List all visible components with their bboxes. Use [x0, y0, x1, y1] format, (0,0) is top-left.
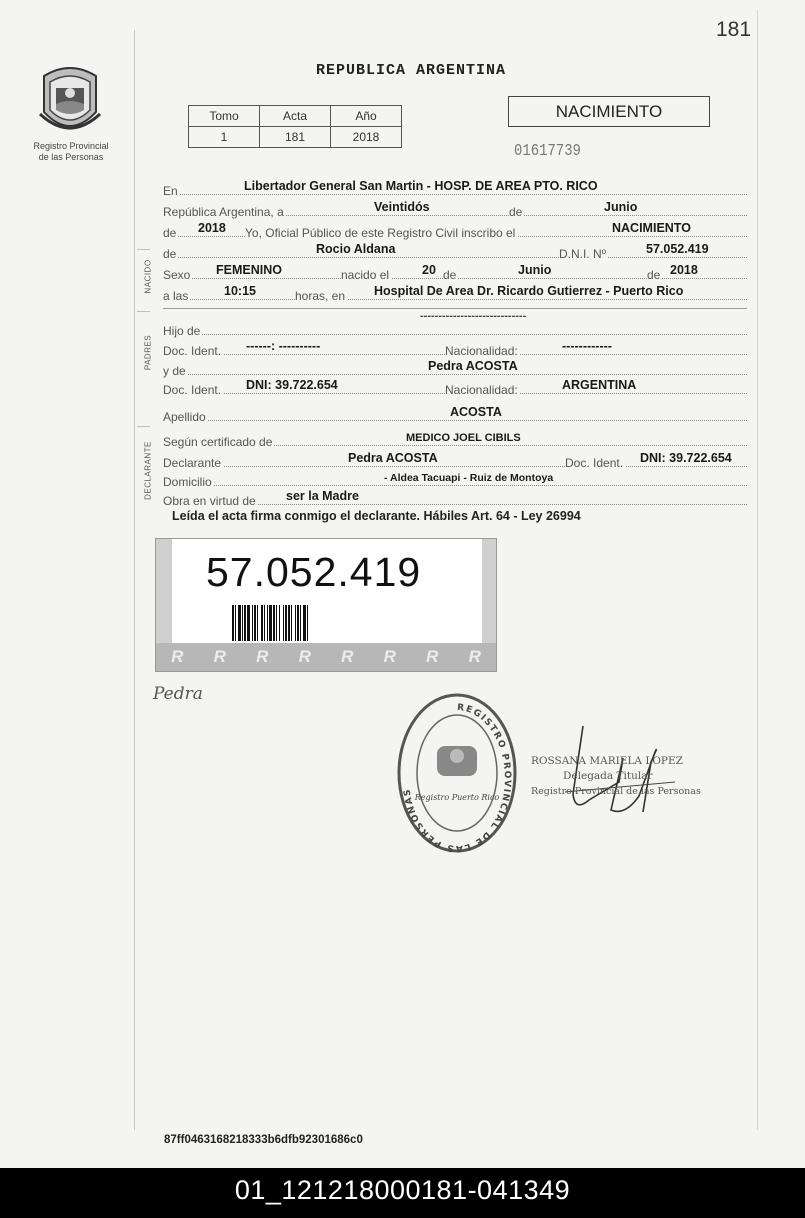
official-stamp-text [531, 754, 701, 799]
row-sexo [163, 263, 747, 282]
document-title: REPUBLICA ARGENTINA [316, 62, 507, 79]
right-margin-line [757, 10, 758, 1130]
row-certificado [163, 430, 747, 449]
row-hijo [163, 319, 747, 338]
month-value: Junio [604, 200, 638, 214]
row-madre [163, 359, 747, 378]
logo-caption-line2: de las Personas [38, 152, 104, 162]
row-domicilio [163, 470, 747, 489]
nacido-de-label: de [163, 247, 177, 261]
sex-value: FEMENINO [216, 263, 282, 277]
de-label: de [509, 205, 523, 219]
address-value: - Aldea Tacuapi - Ruiz de Montoya [384, 472, 554, 484]
row-nombre [163, 242, 747, 261]
document-type-box: NACIMIENTO [508, 96, 710, 127]
declarant-name-value: Pedra ACOSTA [348, 451, 438, 465]
row-republica [163, 200, 747, 219]
sticker-pattern-letter: R [426, 647, 439, 666]
certificate-issuer-value: MEDICO JOEL CIBILS [406, 432, 521, 444]
sexo-label: Sexo [163, 268, 191, 282]
closing-statement: Leída el acta firma conmigo el declarante. Hábiles Art. 64 - Ley 26994 [172, 509, 581, 523]
sticker-pattern-letter: R [468, 647, 481, 666]
mother-nationality-label: Nacionalidad: [445, 383, 518, 397]
birth-month-value: Junio [518, 263, 552, 277]
oficial-label: Yo, Oficial Público de este Registro Civil inscribo el [245, 226, 516, 240]
section-declarante-label: DECLARANTE [143, 441, 153, 500]
row-declarante [163, 451, 747, 470]
row-apellido [163, 405, 747, 424]
declarant-doc-label: Doc. Ident. [565, 456, 624, 470]
declarant-doc-value: DNI: 39.722.654 [640, 451, 732, 465]
sticker-pattern-letter: R [171, 647, 184, 666]
barcode-bar [308, 605, 310, 641]
nacido-el-label: nacido el [341, 268, 390, 282]
official-title: Delegada Titular [563, 770, 653, 782]
page-number: 181 [716, 18, 752, 41]
apellido-label: Apellido [163, 410, 206, 424]
seal-ring-text: REGISTRO PROVINCIAL DE LAS PERSONAS [402, 702, 513, 854]
row-padre-doc [163, 339, 747, 358]
section-nacido-label: NACIDO [143, 259, 153, 294]
birth-day-value: 20 [422, 263, 436, 277]
sticker-pattern-letter: R [383, 647, 396, 666]
birth-place-value: Hospital De Area Dr. Ricardo Gutierrez - Puerto Rico [374, 284, 684, 298]
sticker-pattern-strip [156, 643, 496, 671]
horas-en-label: horas, en [295, 289, 346, 303]
tomo-value: 1 [189, 127, 260, 148]
registration-type-value: NACIMIENTO [612, 221, 691, 235]
sticker-pattern-letter: R [341, 647, 354, 666]
year-value: 2018 [198, 221, 226, 235]
seal-inner-text: Registro Puerto Rico [414, 793, 500, 802]
official-entity: Registro Provincial de las Personas [531, 786, 701, 797]
section-padres-label: PADRES [143, 334, 153, 371]
mother-doc-label: Doc. Ident. [163, 383, 222, 397]
row-obra [163, 489, 747, 508]
left-margin-line [134, 30, 135, 1130]
barcode [232, 605, 424, 641]
sticker-pattern-letter: R [256, 647, 269, 666]
child-dni-value: 57.052.419 [646, 242, 709, 256]
sticker-pattern-letter: R [298, 647, 311, 666]
domicilio-label: Domicilio [163, 475, 212, 489]
father-doc-label: Doc. Ident. [163, 344, 222, 358]
declarant-signature: Pedra [153, 684, 203, 704]
republica-label: República Argentina, a [163, 205, 284, 219]
logo-caption [22, 141, 120, 163]
sticker-pattern-letter: R [213, 647, 226, 666]
place-value: Libertador General San Martin - HOSP. DE AREA PTO. RICO [244, 179, 598, 193]
footer-code-bar: 01_121218000181-041349 [0, 1168, 805, 1218]
father-nationality-label: Nacionalidad: [445, 344, 518, 358]
sticker-number: 57.052.419 [206, 549, 422, 595]
birth-time-value: 10:15 [224, 284, 256, 298]
mother-nationality-value: ARGENTINA [562, 378, 637, 392]
separator-dash: ----------------------------- [420, 310, 527, 322]
day-text-value: Veintidós [374, 200, 430, 214]
obra-label: Obra en virtud de [163, 494, 256, 508]
row-en [163, 179, 747, 198]
capacity-value: ser la Madre [286, 489, 359, 503]
mother-name-value: Pedra ACOSTA [428, 359, 518, 373]
row-oficial [163, 221, 747, 240]
document-hash: 87ff0463168218333b6dfb92301686c0 [164, 1134, 363, 1146]
father-doc-value: ------: ---------- [246, 339, 321, 353]
row-hora [163, 284, 747, 303]
certificado-label: Según certificado de [163, 435, 273, 449]
section-separator [163, 308, 747, 309]
mother-doc-value: DNI: 39.722.654 [246, 378, 338, 392]
acta-value: 181 [260, 127, 331, 148]
en-label: En [163, 184, 178, 198]
y-de-label: y de [163, 364, 186, 378]
a-las-label: a las [163, 289, 189, 303]
dni-barcode-sticker [155, 538, 497, 672]
birth-year-value: 2018 [670, 263, 698, 277]
child-name-value: Rocio Aldana [316, 242, 396, 256]
official-seal-icon [393, 690, 521, 856]
logo-caption-line1: Registro Provincial [33, 141, 109, 151]
declarante-label: Declarante [163, 456, 222, 470]
anio-header: Año [331, 106, 402, 127]
dni-label: D.N.I. Nº [559, 247, 607, 261]
registry-emblem-icon [38, 62, 102, 138]
de-year-label: de [163, 226, 177, 240]
acta-header: Acta [260, 106, 331, 127]
birth-de-year-label: de [647, 268, 661, 282]
official-name: ROSSANA MARIELA LOPEZ [531, 755, 683, 767]
registry-table [188, 105, 402, 148]
row-madre-doc [163, 378, 747, 397]
surname-value: ACOSTA [450, 405, 502, 419]
hijo-de-label: Hijo de [163, 324, 201, 338]
serial-number: 01617739 [514, 142, 581, 161]
tomo-header: Tomo [189, 106, 260, 127]
birth-de-label: de [443, 268, 457, 282]
father-nationality-value: ------------ [562, 339, 612, 353]
anio-value: 2018 [331, 127, 402, 148]
